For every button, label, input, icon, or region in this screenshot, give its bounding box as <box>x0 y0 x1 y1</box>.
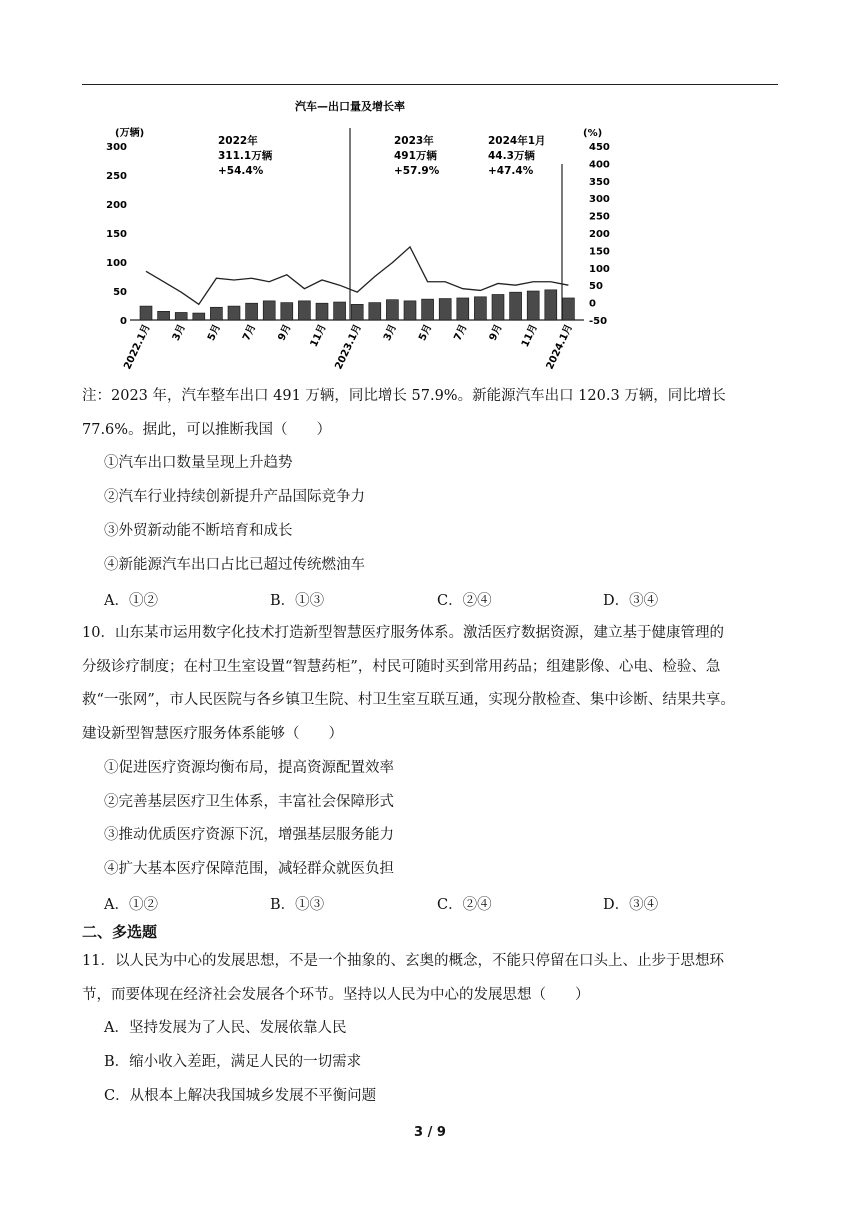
q11-option-a[interactable]: A．坚持发展为了人民、发展依靠人民 <box>104 1020 347 1036</box>
q10-line2: 分级诊疗制度；在村卫生室设置“智慧药柜”，村民可随时买到常用药品；组建影像、心电、检验、急 <box>82 658 721 675</box>
q11-option-c[interactable]: C．从根本上解决我国城乡发展不平衡问题 <box>104 1088 377 1104</box>
export-volume-bar <box>562 298 574 320</box>
chart-title: 汽车—出口量及增长率 <box>295 100 405 113</box>
y-right-tick-label: 150 <box>589 246 610 258</box>
q9-item-2: ②汽车行业持续创新提升产品国际竞争力 <box>104 489 365 505</box>
y-left-tick-label: 100 <box>106 258 127 269</box>
q9-item-4: ④新能源汽车出口占比已超过传统燃油车 <box>104 557 365 573</box>
header-rule <box>82 84 778 85</box>
export-volume-bar <box>210 307 222 320</box>
x-tick-label: 3月 <box>170 322 188 343</box>
q10-line4: 建设新型智慧医疗服务体系能够（ ） <box>82 725 343 742</box>
y-right-tick-label: 400 <box>589 159 610 171</box>
x-tick-label: 3月 <box>381 322 400 343</box>
y-left-tick-label: 150 <box>106 229 127 240</box>
export-volume-bar <box>439 299 451 320</box>
x-tick-label: 7月 <box>241 322 259 343</box>
y-left-unit: (万辆) <box>115 128 145 139</box>
export-volume-bar <box>474 297 486 320</box>
export-volume-bar <box>246 303 258 320</box>
x-tick-label: 9月 <box>487 322 505 343</box>
q10-option-a[interactable]: A．①② <box>104 897 158 913</box>
q9-note <box>82 380 778 447</box>
export-volume-bar <box>457 298 469 320</box>
y-left-tick-label: 50 <box>113 287 127 298</box>
q11-line2: 节，而要体现在经济社会发展各个环节。坚持以人民为中心的发展思想（ ） <box>82 986 590 1003</box>
y-right-tick-label: 200 <box>589 229 610 240</box>
export-volume-bar <box>527 291 539 320</box>
x-tick-label: 11月 <box>308 322 329 349</box>
export-volume-bar <box>369 303 381 320</box>
section-title: 二、多选题 <box>82 923 158 941</box>
annotation-year: 2023年 <box>394 135 434 147</box>
x-tick-label: 7月 <box>452 322 470 343</box>
q11-stem <box>82 945 778 1012</box>
y-right-tick-label: 250 <box>589 211 610 223</box>
q9-item-3: ③外贸新动能不断培育和成长 <box>104 523 293 539</box>
export-volume-bar <box>545 290 557 320</box>
export-volume-bar <box>510 292 522 320</box>
q9-options <box>104 589 764 609</box>
y-right-tick-label: 300 <box>589 194 610 206</box>
export-chart <box>100 92 610 372</box>
x-tick-label: 2023.1月 <box>333 322 364 372</box>
export-volume-bar <box>193 313 205 320</box>
x-tick-label: 9月 <box>276 322 294 343</box>
q9-option-c[interactable]: C．②④ <box>437 593 492 609</box>
export-volume-bar <box>386 300 398 320</box>
annotation-growth: +54.4% <box>218 165 264 177</box>
growth-rate-line <box>146 247 568 304</box>
x-tick-label: 5月 <box>205 322 224 343</box>
q10-line1: 10．山东某市运用数字化技术打造新型智慧医疗服务体系。激活医疗数据资源，建立基于健康管理的 <box>82 625 724 641</box>
export-volume-bar <box>158 311 170 320</box>
q10-item-3: ③推动优质医疗资源下沉，增强基层服务能力 <box>104 827 394 843</box>
y-left-tick-label: 300 <box>106 142 127 153</box>
y-right-tick-label: -50 <box>589 316 608 327</box>
q10-line3: 救“一张网”，市人民医院与各乡镇卫生院、村卫生室互联互通，实现分散检查、集中诊断、结果共享。 <box>82 692 735 708</box>
y-left-tick-label: 0 <box>120 316 127 327</box>
export-volume-bar <box>228 306 240 320</box>
x-tick-label: 2022.1月 <box>122 322 153 372</box>
export-volume-bar <box>422 299 434 320</box>
q9-option-b[interactable]: B．①③ <box>270 593 325 609</box>
q11-option-b[interactable]: B．缩小收入差距，满足人民的一切需求 <box>104 1054 362 1070</box>
export-volume-bar <box>298 301 310 320</box>
annotation-year: 2024年1月 <box>488 135 546 147</box>
y-right-tick-label: 50 <box>589 281 603 293</box>
y-right-tick-label: 350 <box>589 176 610 188</box>
y-right-unit: (%) <box>583 128 603 139</box>
export-volume-bar <box>316 303 328 320</box>
page-number: 3 / 9 <box>414 1125 446 1140</box>
x-tick-label: 11月 <box>519 322 540 349</box>
y-left-tick-label: 250 <box>106 171 127 182</box>
export-volume-bar <box>334 302 346 320</box>
q9-option-d[interactable]: D．③④ <box>603 593 659 609</box>
x-tick-label: 2024.1月 <box>544 322 576 372</box>
export-volume-bar <box>175 312 187 320</box>
q9-note-line1: 注：2023 年，汽车整车出口 491 万辆，同比增长 57.9%。新能源汽车出口 120.3 万辆，同比增长 <box>82 388 726 404</box>
annotation-volume: 491万辆 <box>394 150 437 162</box>
y-right-tick-label: 100 <box>589 263 610 275</box>
export-volume-bar <box>263 301 275 320</box>
y-left-tick-label: 200 <box>106 200 127 211</box>
export-volume-bar <box>281 303 293 320</box>
q9-item-1: ①汽车出口数量呈现上升趋势 <box>104 455 293 471</box>
q11-line1: 11．以人民为中心的发展思想，不是一个抽象的、玄奥的概念，不能只停留在口头上、止步于思想环 <box>82 953 724 969</box>
annotation-volume: 311.1万辆 <box>218 150 273 162</box>
annotation-growth: +47.4% <box>488 165 534 177</box>
q10-options <box>104 893 764 913</box>
export-volume-bar <box>404 301 416 320</box>
annotation-volume: 44.3万辆 <box>488 150 535 162</box>
annotation-growth: +57.9% <box>394 165 440 177</box>
q10-option-b[interactable]: B．①③ <box>270 897 325 913</box>
x-tick-label: 5月 <box>417 322 435 343</box>
y-right-tick-label: 0 <box>589 298 596 310</box>
annotation-year: 2022年 <box>218 135 258 147</box>
q10-item-1: ①促进医疗资源均衡布局，提高资源配置效率 <box>104 760 394 776</box>
q10-option-c[interactable]: C．②④ <box>437 897 492 913</box>
q10-item-4: ④扩大基本医疗保障范围，减轻群众就医负担 <box>104 861 394 877</box>
q9-option-a[interactable]: A．①② <box>104 593 158 609</box>
y-right-tick-label: 450 <box>589 142 610 153</box>
export-volume-bar <box>351 304 363 320</box>
q10-item-2: ②完善基层医疗卫生体系，丰富社会保障形式 <box>104 794 394 810</box>
q10-option-d[interactable]: D．③④ <box>603 897 659 913</box>
q10-stem <box>82 617 778 751</box>
export-volume-bar <box>140 306 152 320</box>
export-volume-bar <box>492 294 504 320</box>
q9-note-line2: 77.6%。据此，可以推断我国（ ） <box>82 421 332 438</box>
